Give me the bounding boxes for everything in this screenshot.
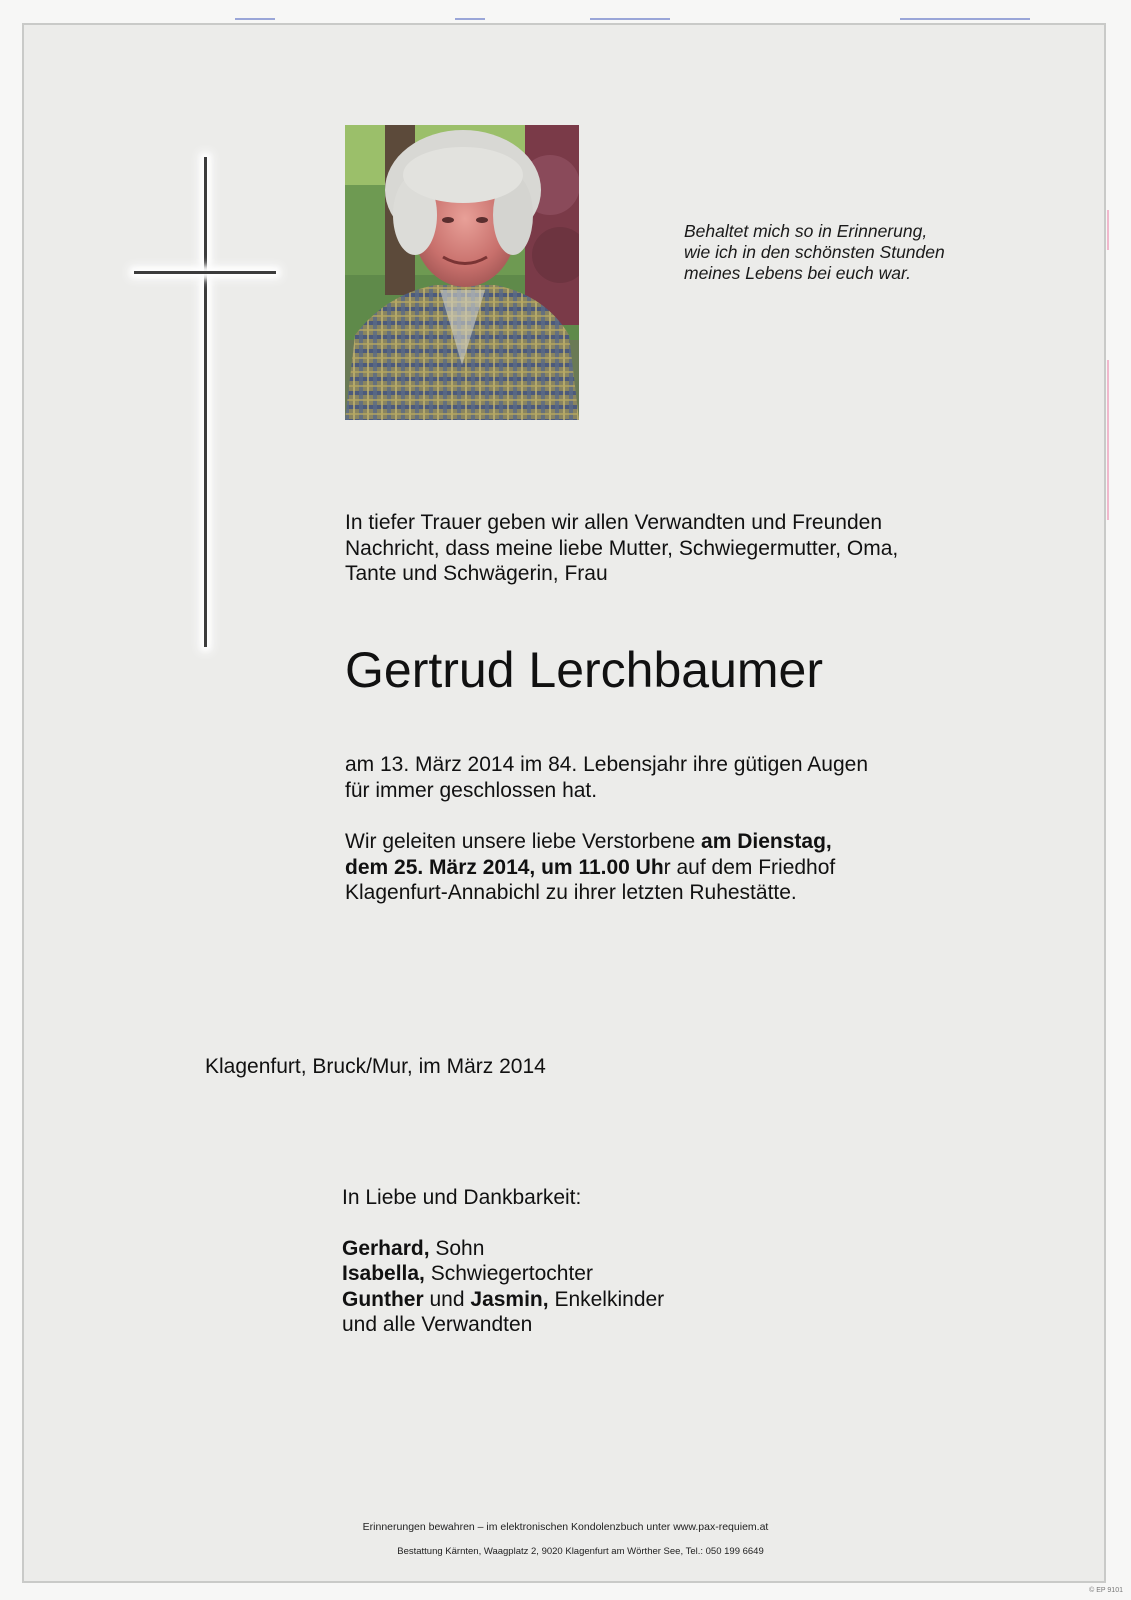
print-code: © EP 9101 (1089, 1587, 1123, 1594)
funeral-details (345, 829, 835, 906)
mourners-list (342, 1185, 664, 1338)
edge-color-mark (1107, 360, 1109, 520)
edge-color-mark (1107, 210, 1109, 250)
intro-line: Nachricht, dass meine liebe Mutter, Schwiegermutter, Oma, (345, 536, 899, 560)
funeral-home-address: Bestattung Kärnten, Waagplatz 2, 9020 Klagenfurt am Wörther See, Tel.: 050 199 6649 (397, 1546, 764, 1557)
death-line: am 13. März 2014 im 84. Lebensjahr ihre gütigen Augen (345, 753, 869, 776)
mourner-row: Gunther und Jasmin, Enkelkinder (342, 1287, 665, 1311)
funeral-line-3: Klagenfurt-Annabichl zu ihrer letzten Ruhestätte. (345, 881, 797, 904)
mourner-row: Gerhard, Sohn (342, 1236, 485, 1260)
condolence-book-note: Erinnerungen bewahren – im elektronischen Kondolenzbuch unter www.pax-requiem.at (362, 1521, 769, 1533)
funeral-line-1: Wir geleiten unsere liebe Verstorbene am Dienstag, (345, 830, 832, 853)
mourner-row: Isabella, Schwiegertochter (342, 1262, 593, 1285)
portrait-photo (345, 125, 579, 420)
quote-line: wie ich in den schönsten Stunden (684, 242, 945, 262)
quote-line: meines Lebens bei euch war. (684, 263, 911, 283)
memorial-quote (684, 221, 1004, 284)
place-and-date: Klagenfurt, Bruck/Mur, im März 2014 (205, 1055, 546, 1078)
death-line: für immer geschlossen hat. (345, 778, 598, 802)
intro-line: Tante und Schwägerin, Frau (345, 562, 608, 585)
intro-line: In tiefer Trauer geben wir allen Verwandten und Freunden (345, 511, 883, 534)
death-notice (345, 752, 868, 803)
mourners-closing: und alle Verwandten (342, 1313, 533, 1336)
deceased-name: Gertrud Lerchbaumer (345, 642, 824, 698)
quote-line: Behaltet mich so in Erinnerung, (684, 221, 928, 241)
top-registration-marks (0, 18, 1131, 22)
announcement-intro (345, 510, 898, 587)
mourners-heading: In Liebe und Dankbarkeit: (342, 1186, 582, 1209)
funeral-line-2: dem 25. März 2014, um 11.00 Uhr auf dem Friedhof (345, 855, 836, 879)
